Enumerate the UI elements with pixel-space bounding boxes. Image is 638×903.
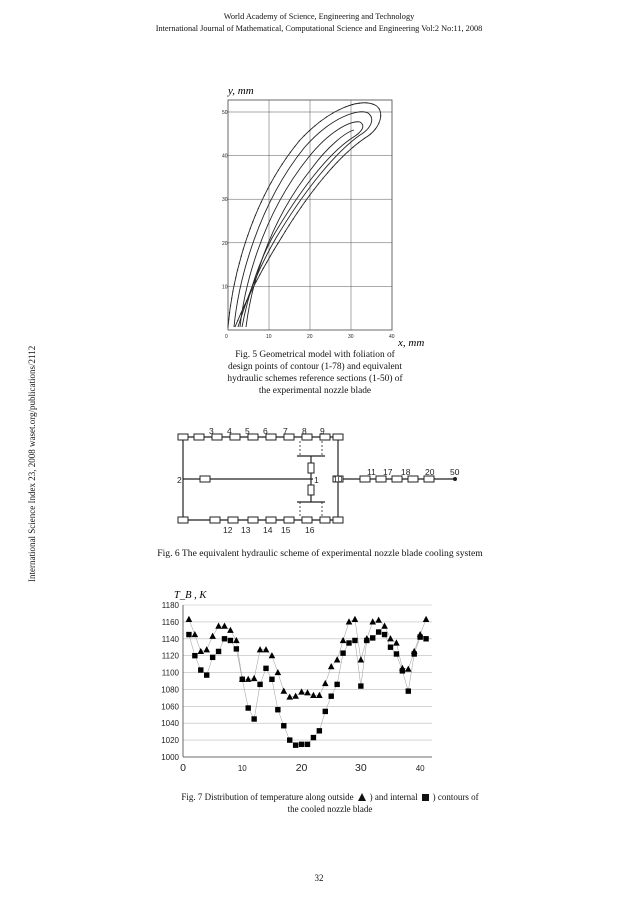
fig5-design-point bbox=[286, 158, 287, 159]
fig5-design-point bbox=[258, 208, 259, 209]
fig5-design-point bbox=[327, 172, 328, 173]
fig7-outside-point bbox=[215, 623, 222, 629]
fig7-outside-point bbox=[221, 623, 228, 629]
fig7-internal-point bbox=[317, 728, 322, 733]
fig6-outlet-label: 17 bbox=[383, 467, 393, 477]
fig7-internal-point bbox=[305, 742, 310, 747]
fig5-design-point bbox=[347, 151, 348, 152]
fig7-internal-point bbox=[299, 742, 304, 747]
fig6-outlet-label: 20 bbox=[425, 467, 435, 477]
fig7-internal-point bbox=[370, 635, 375, 640]
fig7-outside-point bbox=[186, 616, 193, 622]
fig5-design-point bbox=[250, 228, 251, 229]
fig5-design-point bbox=[313, 189, 314, 190]
fig7-outside-point bbox=[310, 692, 317, 698]
fig7-internal-point bbox=[364, 638, 369, 643]
fig5-design-point bbox=[237, 269, 238, 270]
fig5-design-point bbox=[267, 188, 268, 189]
fig6-resistor bbox=[178, 517, 188, 523]
fig7-outside-point bbox=[387, 635, 394, 641]
fig7-x-tick: 10 bbox=[237, 764, 247, 773]
fig5-design-point bbox=[345, 106, 346, 107]
fig7-outside-line bbox=[189, 619, 426, 697]
fig7-internal-point bbox=[376, 629, 381, 634]
fig5-design-point bbox=[249, 293, 250, 294]
fig6-outlet-label: 18 bbox=[401, 467, 411, 477]
triangle-marker-icon bbox=[358, 793, 366, 801]
fig6-resistor bbox=[228, 517, 238, 523]
fig5-design-point bbox=[228, 319, 229, 320]
fig7-caption-line1: Fig. 7 Distribution of temperature along outside bbox=[181, 792, 354, 802]
fig7-internal-point bbox=[192, 653, 197, 658]
fig7-internal-point bbox=[340, 650, 345, 655]
fig6-resistor bbox=[248, 517, 258, 523]
fig7-internal-point bbox=[388, 645, 393, 650]
fig7-y-tick: 1020 bbox=[161, 736, 179, 746]
fig6-resistor bbox=[266, 517, 276, 523]
fig5-design-point bbox=[332, 113, 333, 114]
fig5-design-point bbox=[380, 115, 381, 116]
fig6-bottom-label: 12 bbox=[223, 525, 233, 535]
fig7-internal-point bbox=[234, 646, 239, 651]
fig5-design-point bbox=[352, 104, 353, 105]
fig7-internal-point bbox=[186, 632, 191, 637]
fig5-design-point bbox=[337, 162, 338, 163]
fig7-internal-point bbox=[334, 682, 339, 687]
fig7-outside-point bbox=[233, 637, 240, 643]
fig7-outside-point bbox=[257, 646, 264, 652]
fig7-internal-point bbox=[287, 737, 292, 742]
fig6-resistor bbox=[308, 485, 314, 495]
fig6-resistor bbox=[210, 517, 220, 523]
fig7-internal-point bbox=[417, 634, 422, 639]
fig6-bottom-label: 16 bbox=[305, 525, 315, 535]
fig7-internal-point bbox=[311, 735, 316, 740]
fig5-design-point bbox=[261, 201, 262, 202]
fig7-internal-point bbox=[210, 655, 215, 660]
fig6-outlet-label: 50 bbox=[450, 467, 460, 477]
fig7-y-tick: 1000 bbox=[161, 753, 179, 762]
fig6-left-label: 2 bbox=[177, 475, 182, 485]
fig7-caption bbox=[140, 791, 520, 815]
fig5-ticks bbox=[222, 110, 395, 340]
fig5-caption: Fig. 5 Geometrical model with foliation of design points of contour (1-78) and equivalent hydraulic schemes reference sections (1-50) of the experimental nozzle blade bbox=[227, 350, 403, 396]
fig5-design-point bbox=[239, 262, 240, 263]
fig5-design-point bbox=[229, 312, 230, 313]
fig5-x-axis-label: x, mm bbox=[398, 337, 425, 349]
fig5-design-point bbox=[309, 195, 310, 196]
fig7-outside-point bbox=[340, 637, 347, 643]
fig6-resistor bbox=[284, 517, 294, 523]
fig7-caption-end: ) contours of bbox=[432, 792, 479, 802]
sidebar-index-text: International Science Index 23, 2008 waset.org/publications/2112 bbox=[27, 345, 37, 582]
fig7-outside-point bbox=[203, 646, 210, 652]
fig5-x-tick: 30 bbox=[348, 334, 354, 340]
fig5-design-point bbox=[252, 221, 253, 222]
fig6-resistor bbox=[320, 517, 330, 523]
fig6-resistor bbox=[200, 476, 210, 482]
fig5-design-point bbox=[314, 125, 315, 126]
fig7-outside-point bbox=[358, 656, 365, 662]
fig5-design-point bbox=[246, 300, 247, 301]
fig5-design-point bbox=[281, 237, 282, 238]
fig5-design-point bbox=[318, 183, 319, 184]
fig7-internal-point bbox=[400, 668, 405, 673]
fig5-design-point bbox=[270, 255, 271, 256]
fig5-x-tick: 0 bbox=[225, 334, 228, 340]
fig7-internal-point bbox=[257, 682, 262, 687]
fig6-hydraulic-scheme bbox=[175, 428, 475, 538]
fig5-design-point bbox=[294, 146, 295, 147]
fig5-design-point bbox=[299, 140, 300, 141]
fig6-right-label: 10 bbox=[333, 474, 343, 484]
fig7-internal-point bbox=[406, 688, 411, 693]
fig5-design-point bbox=[373, 104, 374, 105]
fig6-top-label: 8 bbox=[302, 428, 307, 436]
fig6-top-label: 3 bbox=[209, 428, 214, 436]
fig6-resistor bbox=[308, 463, 314, 473]
fig7-outside-point bbox=[275, 669, 282, 675]
fig7-outside-point bbox=[251, 675, 258, 681]
fig5-design-point bbox=[263, 268, 264, 269]
fig5-design-point bbox=[227, 326, 228, 327]
fig5-blade-contours bbox=[228, 103, 381, 327]
fig7-y-tick: 1120 bbox=[161, 651, 179, 661]
fig6-resistor bbox=[178, 434, 188, 440]
fig7-caption-mid: ) and internal bbox=[369, 792, 418, 802]
fig5-y-tick: 30 bbox=[222, 197, 228, 204]
fig5-design-point bbox=[358, 142, 359, 143]
fig5-design-point bbox=[293, 218, 294, 219]
fig6-bottom-label: 15 bbox=[281, 525, 291, 535]
fig5-design-point bbox=[266, 262, 267, 263]
fig7-internal-point bbox=[358, 683, 363, 688]
fig5-design-point bbox=[375, 128, 376, 129]
fig7-internal-point bbox=[269, 677, 274, 682]
fig7-outside-point bbox=[192, 631, 199, 637]
fig5-design-point bbox=[230, 305, 231, 306]
fig5-design-point bbox=[326, 117, 327, 118]
fig7-y-tick: 1040 bbox=[161, 719, 179, 729]
fig7-y-tick: 1080 bbox=[161, 685, 179, 695]
fig6-top-label: 4 bbox=[227, 428, 232, 436]
fig7-outside-point bbox=[292, 693, 299, 699]
fig5-y-tick: 20 bbox=[222, 240, 228, 247]
fig5-design-point bbox=[255, 215, 256, 216]
fig7-internal-point bbox=[251, 716, 256, 721]
fig5-design-point bbox=[359, 103, 360, 104]
fig7-internal-point bbox=[281, 723, 286, 728]
fig7-x-tick: 40 bbox=[415, 764, 425, 773]
fig5-design-point bbox=[252, 287, 253, 288]
fig5-design-point bbox=[379, 108, 380, 109]
fig6-bottom-label: 13 bbox=[241, 525, 251, 535]
fig5-design-point bbox=[243, 307, 244, 308]
fig5-x-tick: 40 bbox=[389, 334, 395, 340]
fig7-outside-point bbox=[381, 623, 388, 629]
fig7-outside-point bbox=[227, 627, 234, 633]
fig5-design-point bbox=[243, 249, 244, 250]
fig7-internal-point bbox=[346, 640, 351, 645]
fig6-top-label: 7 bbox=[283, 428, 288, 436]
fig5-design-point bbox=[277, 243, 278, 244]
header-journal-line2: International Journal of Mathematical, Computational Science and Engineering Vol:2 No:11, 2008 bbox=[155, 24, 483, 33]
fig7-internal-point bbox=[323, 709, 328, 714]
fig7-internal-point bbox=[329, 694, 334, 699]
fig7-y-tick: 1180 bbox=[161, 601, 179, 610]
fig5-y-tick: 10 bbox=[222, 284, 228, 291]
fig5-design-point bbox=[352, 147, 353, 148]
fig5-design-point bbox=[285, 231, 286, 232]
fig5-design-point bbox=[273, 249, 274, 250]
fig5-design-point bbox=[264, 195, 265, 196]
fig6-top-label: 5 bbox=[245, 428, 250, 436]
fig7-y-tick: 1140 bbox=[161, 634, 179, 644]
fig5-design-point bbox=[297, 212, 298, 213]
fig7-internal-point bbox=[228, 638, 233, 643]
fig5-design-point bbox=[364, 138, 365, 139]
fig7-outside-point bbox=[423, 616, 430, 622]
fig5-design-point bbox=[320, 121, 321, 122]
fig7-outside-point bbox=[322, 680, 329, 686]
fig7-y-axis-label: T_B , K bbox=[174, 590, 207, 601]
fig7-temperature-chart bbox=[140, 585, 470, 780]
fig6-resistor bbox=[333, 517, 343, 523]
fig5-design-point bbox=[235, 277, 236, 278]
fig7-x-tick: 30 bbox=[355, 762, 367, 774]
fig6-bottom-label: 14 bbox=[263, 525, 273, 535]
fig5-grid bbox=[228, 100, 392, 330]
fig7-outside-point bbox=[375, 617, 382, 623]
fig5-design-point bbox=[245, 242, 246, 243]
fig7-internal-point bbox=[216, 649, 221, 654]
fig5-design-point bbox=[332, 167, 333, 168]
fig7-outside-point bbox=[352, 616, 359, 622]
page-number: 32 bbox=[314, 873, 324, 883]
fig7-internal-point bbox=[352, 638, 357, 643]
fig5-design-point bbox=[247, 235, 248, 236]
fig7-outside-point bbox=[316, 692, 323, 698]
fig5-design-point bbox=[278, 170, 279, 171]
fig5-design-point bbox=[305, 201, 306, 202]
fig5-x-tick: 20 bbox=[307, 334, 313, 340]
fig5-design-point bbox=[366, 102, 367, 103]
fig7-internal-point bbox=[275, 707, 280, 712]
fig6-center-label: 1 bbox=[314, 475, 319, 485]
fig6-caption: Fig. 6 The equivalent hydraulic scheme of experimental nozzle blade cooling system bbox=[157, 548, 483, 559]
fig5-design-point bbox=[240, 313, 241, 314]
fig7-caption-line2: the cooled nozzle blade bbox=[287, 804, 373, 814]
fig6-top-label: 9 bbox=[320, 428, 325, 436]
fig7-internal-point bbox=[204, 672, 209, 677]
fig5-design-point bbox=[342, 156, 343, 157]
fig5-design-point bbox=[241, 256, 242, 257]
fig5-y-axis-label: y, mm bbox=[228, 85, 254, 97]
fig7-internal-point bbox=[382, 632, 387, 637]
fig5-design-point bbox=[370, 134, 371, 135]
fig7-data-points bbox=[186, 616, 430, 748]
fig5-design-point bbox=[256, 281, 257, 282]
fig5-design-point bbox=[289, 225, 290, 226]
fig5-design-point bbox=[231, 298, 232, 299]
fig5-design-point bbox=[304, 135, 305, 136]
fig7-internal-point bbox=[246, 705, 251, 710]
fig6-top-label: 6 bbox=[263, 428, 268, 436]
fig7-y-tick: 1060 bbox=[161, 702, 179, 712]
fig5-design-point bbox=[232, 291, 233, 292]
fig6-outlet-node bbox=[454, 478, 457, 481]
fig5-y-tick: 50 bbox=[222, 110, 228, 116]
fig7-internal-point bbox=[423, 636, 428, 641]
fig5-design-point bbox=[270, 182, 271, 183]
fig5-design-point bbox=[290, 152, 291, 153]
fig7-y-tick: 1100 bbox=[161, 668, 179, 678]
fig7-x-tick: 20 bbox=[295, 762, 308, 774]
fig5-y-tick: 40 bbox=[222, 153, 228, 160]
fig7-internal-point bbox=[394, 651, 399, 656]
fig7-outside-point bbox=[263, 646, 270, 652]
fig6-outlet-label: 11 bbox=[367, 467, 376, 477]
fig6-resistor bbox=[302, 517, 312, 523]
fig5-design-point bbox=[237, 320, 238, 321]
fig7-outside-point bbox=[334, 656, 341, 662]
fig6-resistor bbox=[194, 434, 204, 440]
fig5-design-point bbox=[338, 109, 339, 110]
fig5-design-point bbox=[309, 130, 310, 131]
fig7-internal-point bbox=[198, 667, 203, 672]
fig5-x-tick: 10 bbox=[266, 334, 272, 340]
fig5-design-point bbox=[259, 274, 260, 275]
fig7-x-tick: 0 bbox=[180, 762, 186, 774]
fig7-outside-point bbox=[269, 652, 276, 658]
fig7-outside-point bbox=[280, 688, 287, 694]
fig7-internal-point bbox=[293, 742, 298, 747]
fig7-internal-point bbox=[412, 651, 417, 656]
fig6-resistor bbox=[333, 434, 343, 440]
fig5-design-point bbox=[322, 178, 323, 179]
fig5-design-point bbox=[282, 163, 283, 164]
header-journal-line1: World Academy of Science, Engineering and Technology bbox=[223, 12, 415, 21]
fig5-blade-plot bbox=[200, 80, 430, 350]
fig7-outside-point bbox=[393, 639, 400, 645]
square-marker-icon bbox=[422, 794, 429, 801]
fig5-design-point bbox=[234, 284, 235, 285]
fig7-internal-point bbox=[222, 636, 227, 641]
fig7-y-tick: 1160 bbox=[161, 617, 179, 627]
fig7-internal-point bbox=[263, 666, 268, 671]
fig5-design-point bbox=[378, 122, 379, 123]
fig5-design-point bbox=[301, 207, 302, 208]
fig7-outside-point bbox=[346, 618, 353, 624]
fig7-outside-point bbox=[209, 633, 216, 639]
fig7-internal-point bbox=[240, 677, 245, 682]
fig5-design-point bbox=[274, 176, 275, 177]
